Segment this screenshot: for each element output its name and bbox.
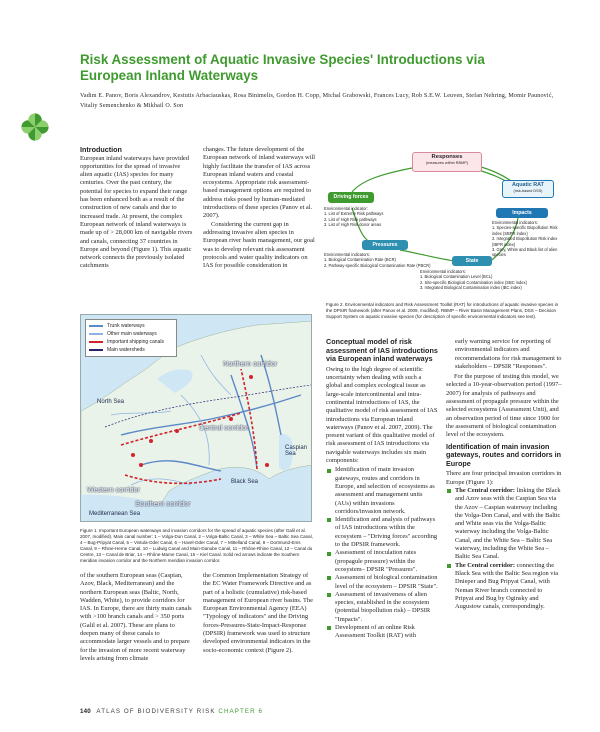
label-southern-corridor: Southern corridor [135,499,191,508]
conceptual-paragraph: Owing to the high degree of scientific uncertainty when dealing with such a global and complex ecological issue as large-scale intercontinental and intra-continental introductions of IAS, the qualitative model of risk assessment of IAS introductions via European inland waterways (Panov et al. 2007, 2009). The present variant of this qualitative model of risk assessment of IAS introductions via navigable waterways includes six main components: [326,365,438,465]
legend-trunk-swatch [89,325,103,327]
corridors-column [446,338,562,611]
legend-canals-label: Important shipping canals [107,339,164,345]
intro-paragraph-4: of the southern European seas (Caspian, Azov, Black, Mediterranean) and the northern European seas (Baltic, North, Wadden, White), to provide corridors for IAS. In Europe, there are thirty main canals with >100 branch canals and > 350 ports (Galil et al. 2007). These are plans to deepen many of these canals to accommodate larger vessels and to prepare for the invasion of more recent waterway levels arising from climate [80,572,192,662]
env-indicator-impacts [492,220,562,258]
legend-canals [89,338,173,346]
list-item [446,487,562,562]
dpsir-diagram [322,146,562,298]
intro-column-1 [80,146,194,271]
chapter-label: CHAPTER 6 [218,708,264,715]
env-indicator-driving-title: Environmental indicator: [324,206,368,211]
aquatic-rat-label: Aquatic RAT [512,182,544,188]
intro-column-2-continued [203,572,316,655]
pressures-box: Pressures [362,240,408,250]
corridors-bullets [446,487,562,611]
label-black-sea: Black Sea [231,479,259,485]
intro-paragraph-2: changes. The future development of the European network of inland waterways will highly facilitate the transfer of IAS across European inland waters and coastal ecosystems. Appropriate risk assessment-based management options are required to address risks posed by human-mediated introductions of these species (Panov et al. 2007). [203,146,315,220]
map-legend [85,319,177,357]
label-caspian-sea: Caspian Sea [285,445,308,457]
state-box: State [452,256,492,266]
env-indicator-impacts-items: 1. Species-specific Biopollution Risk index (SBPR index) 2. Integrated Biopollution Risk index (IBPR index) 3. Grey, White and Black list of alien species [492,225,558,258]
driving-forces-box: Driving forces [328,192,374,203]
conceptual-bullets [326,466,438,640]
legend-canals-swatch [89,341,103,343]
figure-1-caption: Figure 1. Important European waterways and invasion corridors for the spread of aquatic species (after Galil et al. 2007, modified). Main canal number: 1 – Volga-Don Canal, 2 – Volga-Baltic Canal, 3 – White Sea – Baltic Sea Canal, 4 – Bug-Pripyat Canal, 5 – Vistula-Oder Canal, 6 – Havel-Oder Canal, 7 – Mittelland Canal, 8 – Dortmund-Ems Canal, 9 – Rhine-Herne Canal, 10 – Ludwig Canal and Main-Danube Canal, 11 – Rhône-Rhine Canal, 12 – Canal du Centre, 13 – Canal de Briar, 14 – Rhône-Marne Canal, 15 – Kiel Canal. Solid red arrows indicate the Southern meridian invasion corridor and the Northern meridian invasion corridor. [80,528,313,564]
author-list: Vadim E. Panov, Boris Alexandrov, Kestutis Arbaciauskas, Rosa Binimelis, Gordon H. Copp, Michal Grabowski, Frances Lucy, Rob S.E.W. Leuven, Stefan Nehring, Momir Paunović, Vitaliy Semenchenko & Mikhail O. Son [80,93,554,109]
article-title: Risk Assessment of Aquatic Invasive Species' Introductions via European Inland Waterways [80,52,485,83]
responses-sublabel: (measures within RBMP) [426,161,468,165]
responses-label: Responses [431,154,463,160]
corridor-1-lead: The Central corridor: [455,486,515,494]
atlas-title: ATLAS OF BIODIVERSITY RISK [96,708,216,715]
arrow-responses-driving [352,168,412,192]
aquatic-rat-sublabel: (risk-based DSS) [513,189,543,193]
intro-heading: Introduction [80,145,122,154]
list-item: Assessment of invasiveness of alien species, established in the ecosystem (potential biopollution risk) – DPSIR "Impacts". [326,591,438,624]
env-indicator-state [420,269,562,291]
env-indicator-impacts-title: Environmental indicators: [492,220,538,225]
list-item: Assessment of inoculation rates (propagule pressure) within the ecosystem– DPSIR "Pressures". [326,549,438,574]
impacts-box: Impacts [496,208,548,218]
testing-paragraph: For the purpose of testing this model, we selected a 10-year-observation period (1997–2007) for analysis of pathways and assessment of propagule pressure within the selected ecosystems (Assessment Unit), and an observation period of time since 1900 for the assessment of biological contamination level of the ecosystem. [446,373,562,439]
waterways-map [80,314,312,522]
list-item [446,562,562,612]
corridors-intro: There are four principal invasion corridors in Europe (Figure 1): [446,470,562,486]
conceptual-column [326,338,438,641]
list-item: Assessment of biological contamination level of the ecosystem – DPSIR "State". [326,574,438,591]
list-item: Identification of main invasion gateways, routes and corridors in Europe, and selection of ecosystems as assessment and management units (AUs) within invasions corridors/invasion network. [326,466,438,516]
intro-paragraph-1: European inland waterways have provided opportunities for the spread of invasive alien aquatic (IAS) species for many centuries. Over the past century, the potential for species to expand their range has been enhanced both as a result of the construction of new canals and due to increased trade. At present, the complex European network of inland waterways is made up of > 28,000 km of navigable rivers and canals, connecting 37 countries in Europe and beyond (Figure 1). This aquatic network connects the previously isolated catchments [80,154,193,270]
page-footer [80,708,263,715]
responses-box [412,152,482,172]
legend-trunk-label: Trunk waterways [107,323,145,329]
legend-other-label: Other main waterways [107,331,157,337]
env-indicator-pressures-items: 1. Biological Contamination Rate (BCR) 2. Pathway-specific Biological Contamination Rate (PBCR) [324,257,431,268]
list-item: Identification and analysis of pathways of IAS introductions within the ecosystem – "Driving forces" according to the DPSIR framework. [326,516,438,549]
label-mediterranean: Mediterranean Sea [89,511,141,517]
intro-paragraph-5: the Common Implementation Strategy of the EC Water Framework Directive and as part of a holistic (cumulative) risk-based management of European river basins. The European Environmental Agency (EEA) "Typology of indicators" and the Driving forces-Pressures-State-Impact-Response (DPSIR) framework was used to structure developed environmental indicators in the socio-economic context (Figure 2). [203,572,313,654]
intro-column-2 [203,146,316,270]
label-western-corridor: Western corridor [87,485,140,494]
corridor-1-text: linking the Black and Azov seas with the Caspian Sea via the Azov – Caspian waterway including the Volga-Don Canal, and with the Baltic and White seas via the Volga-Baltic waterway including the Volga-Baltic Canal, and the White Sea – Baltic Sea waterway, including the White Sea – Baltic Sea Canal. [455,486,561,561]
corridor-2-lead: The Central corridor: [455,561,515,569]
legend-watersheds-label: Main watersheds [107,347,145,353]
legend-other [89,330,173,338]
conceptual-heading: Conceptual model of risk assessment of IAS introductions via European inland waterways [326,337,438,364]
figure-2-caption: Figure 2. Environmental indicators and Risk Assessment Toolkit (RAT) for introductions of aquatic invasive species in the DPSIR framework (after Panov et al. 2009, modified). RBMP – River Basin Management Plans, DSS – Decision Support System on aquatic invasive species (for description of specific environmental indicators see text). [326,302,559,320]
list-item: Development of an online Risk Assessment Toolkit (RAT) with [326,624,438,641]
legend-watersheds [89,346,173,354]
env-indicator-pressures [324,252,434,268]
intro-paragraph-3: Considering the current gap in addressing invasive alien species in European river basin management, our goal was to develop relevant risk assessment protocols and water quality indicators on IAS for possible consideration in [203,220,315,270]
env-indicator-pressures-title: Environmental indicators: [324,252,370,257]
rat-continued-text: early warning service for reporting of environmental indicators and recommendations for risk management to stakeholders – DPSIR "Responses". [455,338,562,370]
legend-watersheds-swatch [89,349,103,351]
env-indicator-driving [324,206,392,228]
page-number: 140 [80,708,91,715]
legend-other-swatch [89,333,103,335]
label-north-sea: North Sea [97,399,125,405]
intro-column-1-continued [80,572,194,663]
corridor-2-text: connecting the Black Sea with the Baltic Sea region via Dnieper and Bug Pripyat Canal, with Neman River branch connected to Pripyat and Bug by Oginsky and Augustow canals, correspondingly. [455,561,559,611]
aquatic-rat-box [502,180,554,198]
env-indicator-state-title: Environmental indicators: [420,269,466,274]
corridors-heading: Identification of main invasion gateways, routes and corridors in Europe [446,441,562,468]
env-indicator-driving-items: 1. List of Extreme Risk pathways 2. List of High Risk pathways 3. List of High Risk donor areas [324,211,384,228]
label-northern-corridor: Northern corridor [223,359,278,368]
pinwheel-logo-icon [18,110,52,144]
legend-trunk [89,322,173,330]
env-indicator-state-items: 1. Biological Contamination Level (BCL) 2. Site-specific Biological Contamination index (SBC index) 3. Integrated Biological Contamination index (IBC index) [420,274,527,291]
label-central-corridor: Central corridor [199,423,249,432]
